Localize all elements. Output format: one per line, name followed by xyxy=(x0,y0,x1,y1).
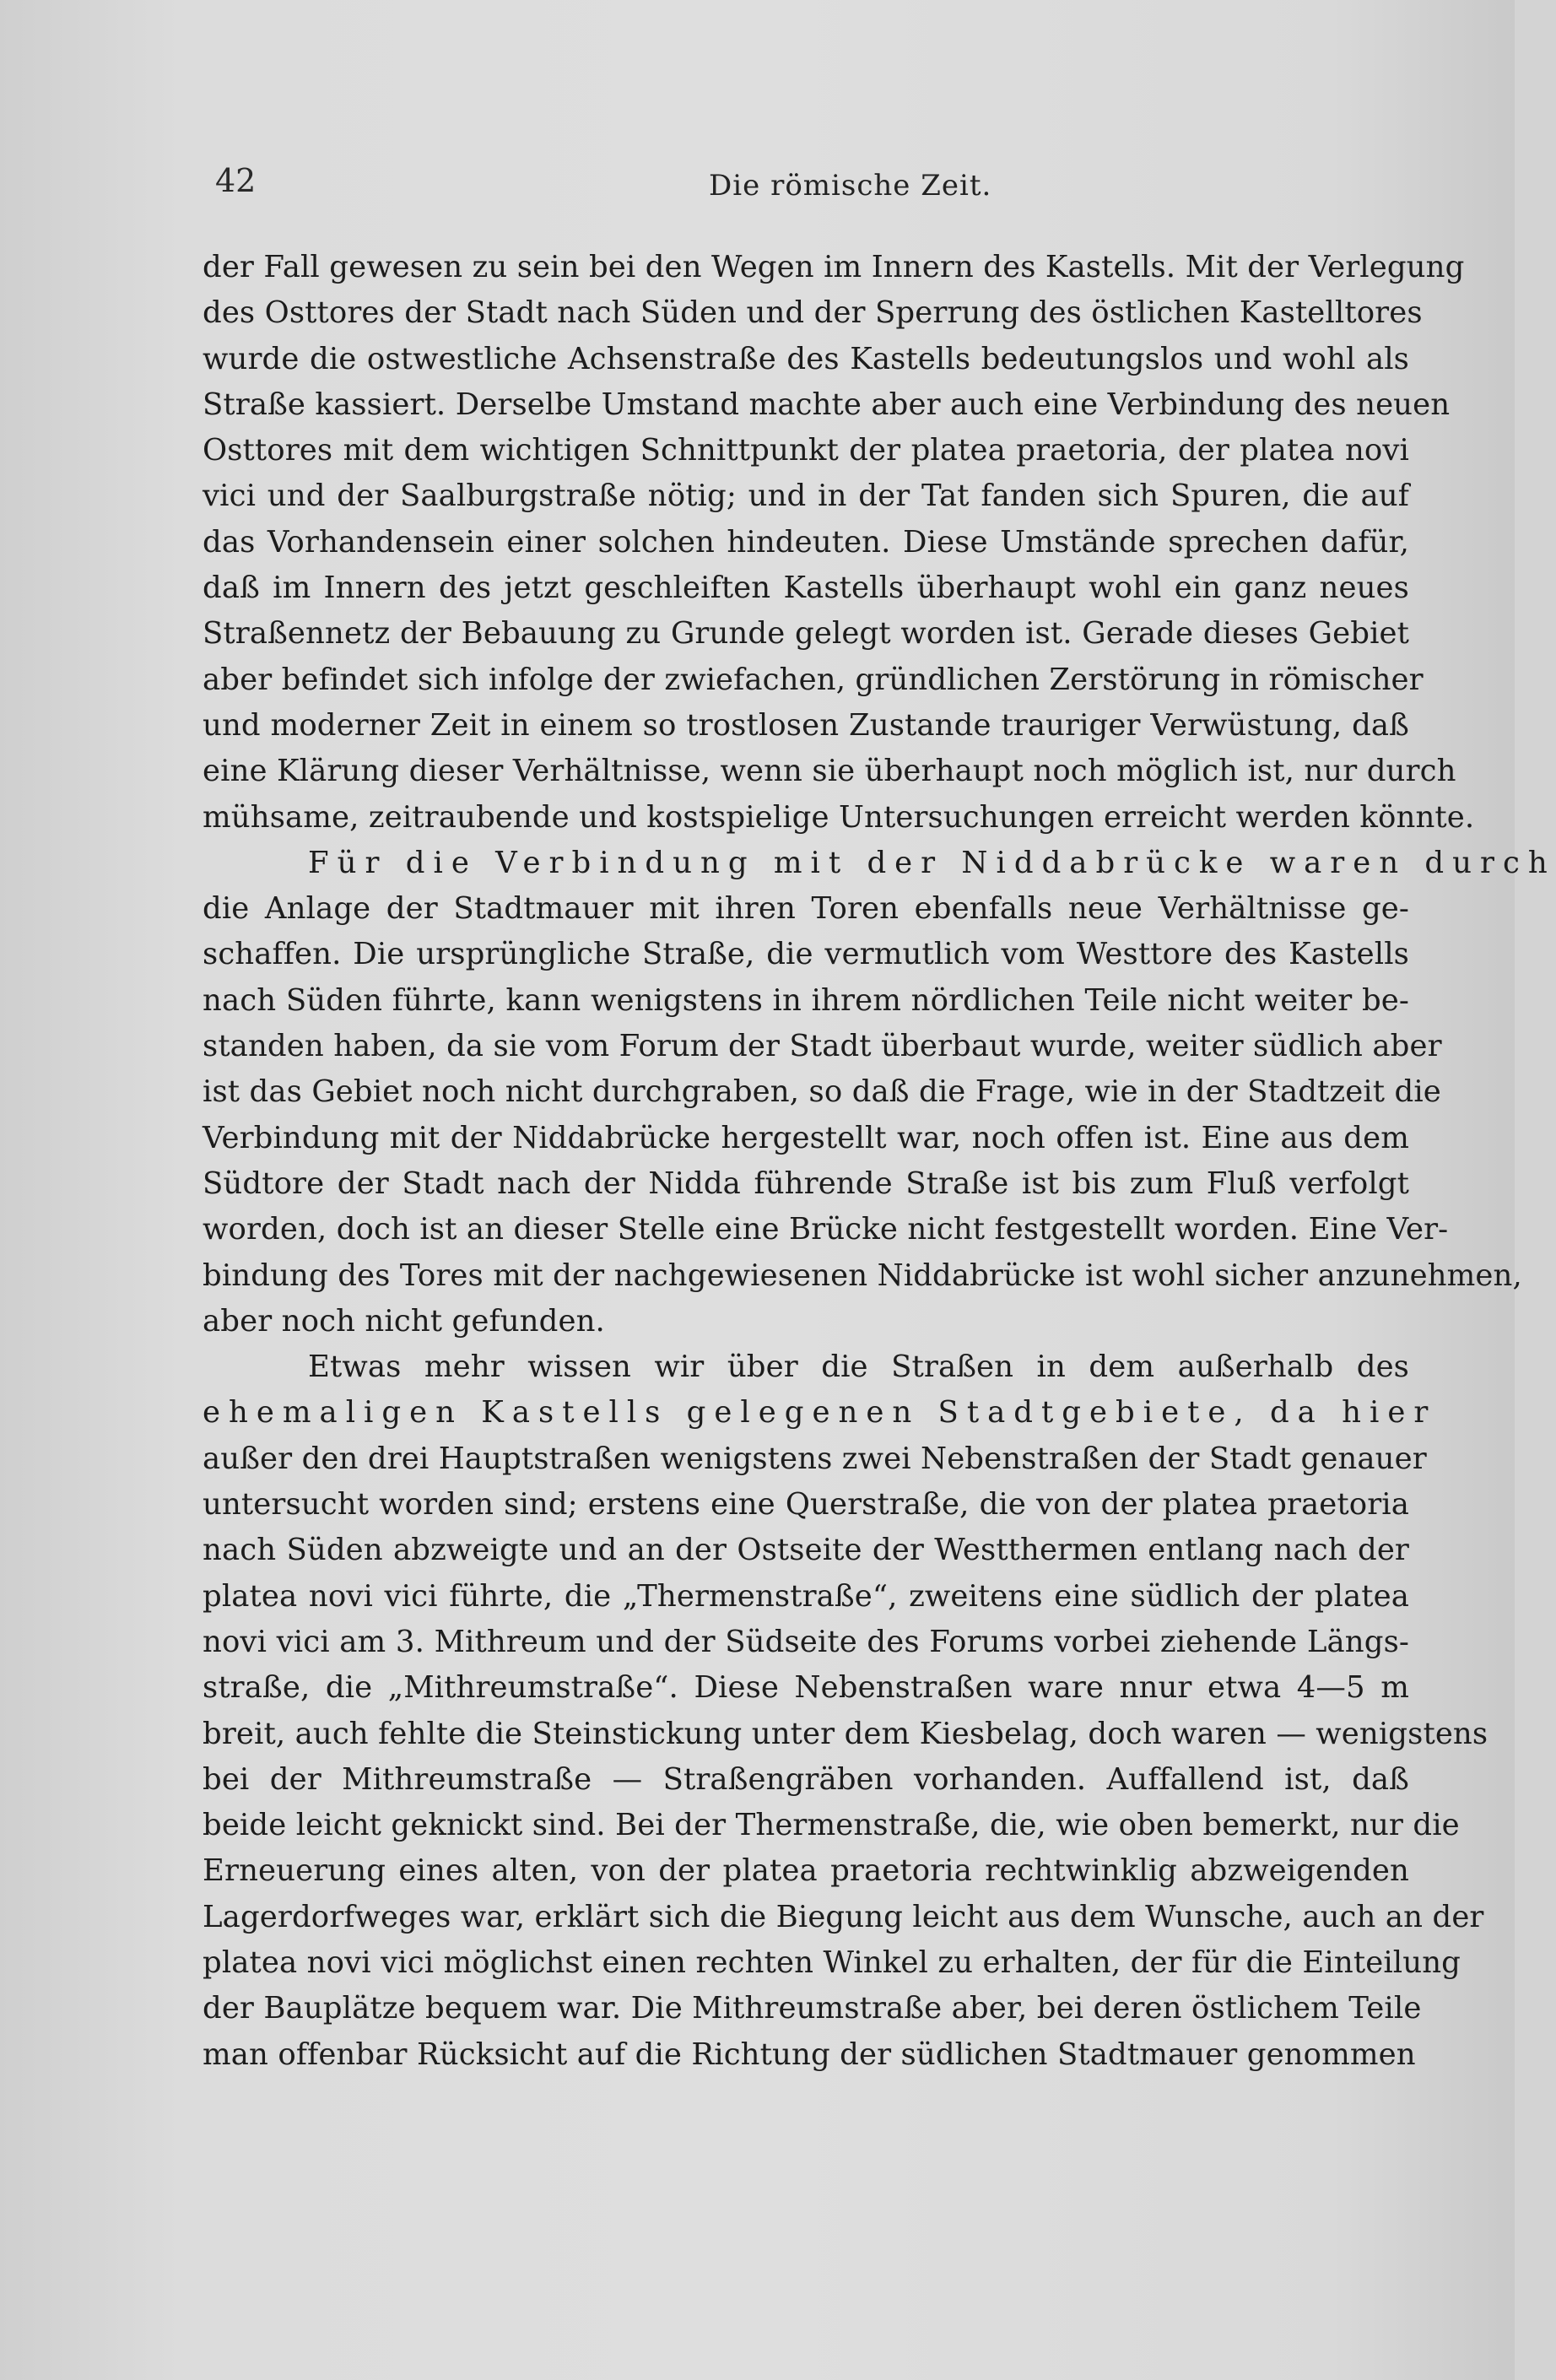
text-line-paragraph-start: Für die Verbindung mit der Niddabrücke waren durch xyxy=(308,845,1556,880)
text-line: schaffen. Die ursprüngliche Straße, die vermutlich vom Westtore des Kastells xyxy=(203,937,1409,972)
text-line: der Fall gewesen zu sein bei den Wegen im Innern des Kastells. Mit der Verlegung xyxy=(203,250,1465,284)
text-line: nach Süden führte, kann wenigstens in ihrem nördlichen Teile nicht weiter be- xyxy=(203,982,1409,1018)
text-line: Südtore der Stadt nach der Nidda führende Straße ist bis zum Fluß verfolgt xyxy=(203,1166,1409,1201)
text-line: eine Klärung dieser Verhältnisse, wenn sie überhaupt noch möglich ist, nur durch xyxy=(203,754,1456,789)
text-line-paragraph-start: Etwas mehr wissen wir über die Straßen in dem außerhalb des xyxy=(308,1350,1409,1385)
text-line: des Osttores der Stadt nach Süden und der Sperrung des östlichen Kastelltores xyxy=(203,295,1423,331)
text-line: daß im Innern des jetzt geschleiften Kastells überhaupt wohl ein ganz neues xyxy=(203,571,1409,606)
text-line: standen haben, da sie vom Forum der Stadt überbaut wurde, weiter südlich aber xyxy=(203,1029,1442,1064)
text-line: bei der Mithreumstraße — Straßengräben vorhanden. Auffallend ist, daß xyxy=(203,1761,1409,1797)
text-line: Osttores mit dem wichtigen Schnittpunkt der platea praetoria, der platea novi xyxy=(203,433,1409,468)
body-text xyxy=(203,245,1556,2287)
page-header xyxy=(215,162,1397,213)
text-line: bindung des Tores mit der nachgewiesenen Niddabrücke ist wohl sicher anzunehmen, xyxy=(203,1258,1522,1293)
text-line: worden, doch ist an dieser Stelle eine Brücke nicht festgestellt worden. Eine Ver- xyxy=(203,1212,1449,1247)
running-head: Die römische Zeit. xyxy=(709,169,992,203)
text-line: das Vorhandensein einer solchen hindeuten. Diese Umstände sprechen dafür, xyxy=(203,524,1409,560)
text-line: Erneuerung eines alten, von der platea praetoria rechtwinklig abzweigenden xyxy=(203,1853,1409,1889)
text-line: die Anlage der Stadtmauer mit ihren Toren ebenfalls neue Verhältnisse ge- xyxy=(203,891,1409,927)
text-line: novi vici am 3. Mithreum und der Südseite des Forums vorbei ziehende Längs- xyxy=(203,1624,1409,1659)
text-line: Straßennetz der Bebauung zu Grunde gelegt worden ist. Gerade dieses Gebiet xyxy=(203,616,1409,652)
text-line: der Bauplätze bequem war. Die Mithreumstraße aber, bei deren östlichem Teile xyxy=(203,1991,1422,2026)
text-line: Verbindung mit der Niddabrücke hergestellt war, noch offen ist. Eine aus dem xyxy=(203,1120,1409,1155)
text-line: mühsame, zeitraubende und kostspielige Untersuchungen erreicht werden könnte. xyxy=(203,799,1475,835)
text-line: aber noch nicht gefunden. xyxy=(203,1303,605,1339)
text-line: nach Süden abzweigte und an der Ostseite der Westthermen entlang nach der xyxy=(203,1533,1409,1568)
text-line: ist das Gebiet noch nicht durchgraben, so daß die Frage, wie in der Stadtzeit die xyxy=(203,1074,1441,1110)
text-line: aber befindet sich infolge der zwiefachen, gründlichen Zerstörung in römischer xyxy=(203,662,1424,697)
text-line: Lagerdorfweges war, erklärt sich die Biegung leicht aus dem Wunsche, auch an der xyxy=(203,1899,1484,1934)
page-number: 42 xyxy=(215,162,257,199)
text-line: man offenbar Rücksicht auf die Richtung der südlichen Stadtmauer genommen xyxy=(203,2037,1416,2072)
text-line: vici und der Saalburgstraße nötig; und in der Tat fanden sich Spuren, die auf xyxy=(203,479,1409,514)
text-line: wurde die ostwestliche Achsenstraße des Kastells bedeutungslos und wohl als xyxy=(203,341,1409,376)
text-line: Straße kassiert. Derselbe Umstand machte aber auch eine Verbindung des neuen xyxy=(203,387,1451,422)
text-line: straße, die „Mithreumstraße“. Diese Nebenstraßen ware nnur etwa 4—5 m xyxy=(203,1670,1409,1706)
text-line: untersucht worden sind; erstens eine Querstraße, die von der platea praetoria xyxy=(203,1487,1409,1523)
text-line: ehemaligen Kastells gelegenen Stadtgebiete, da hier xyxy=(203,1395,1437,1431)
text-line: beide leicht geknickt sind. Bei der Thermenstraße, die, wie oben bemerkt, nur die xyxy=(203,1808,1460,1843)
text-line: und moderner Zeit in einem so trostlosen Zustande trauriger Verwüstung, daß xyxy=(203,707,1409,743)
text-line: breit, auch fehlte die Steinstickung unter dem Kiesbelag, doch waren — wenigstens xyxy=(203,1716,1488,1751)
text-line: außer den drei Hauptstraßen wenigstens zwei Nebenstraßen der Stadt genauer xyxy=(203,1441,1427,1476)
text-line: platea novi vici führte, die „Thermenstraße“, zweitens eine südlich der platea xyxy=(203,1578,1409,1614)
text-line: platea novi vici möglichst einen rechten Winkel zu erhalten, der für die Einteilung xyxy=(203,1945,1461,1980)
